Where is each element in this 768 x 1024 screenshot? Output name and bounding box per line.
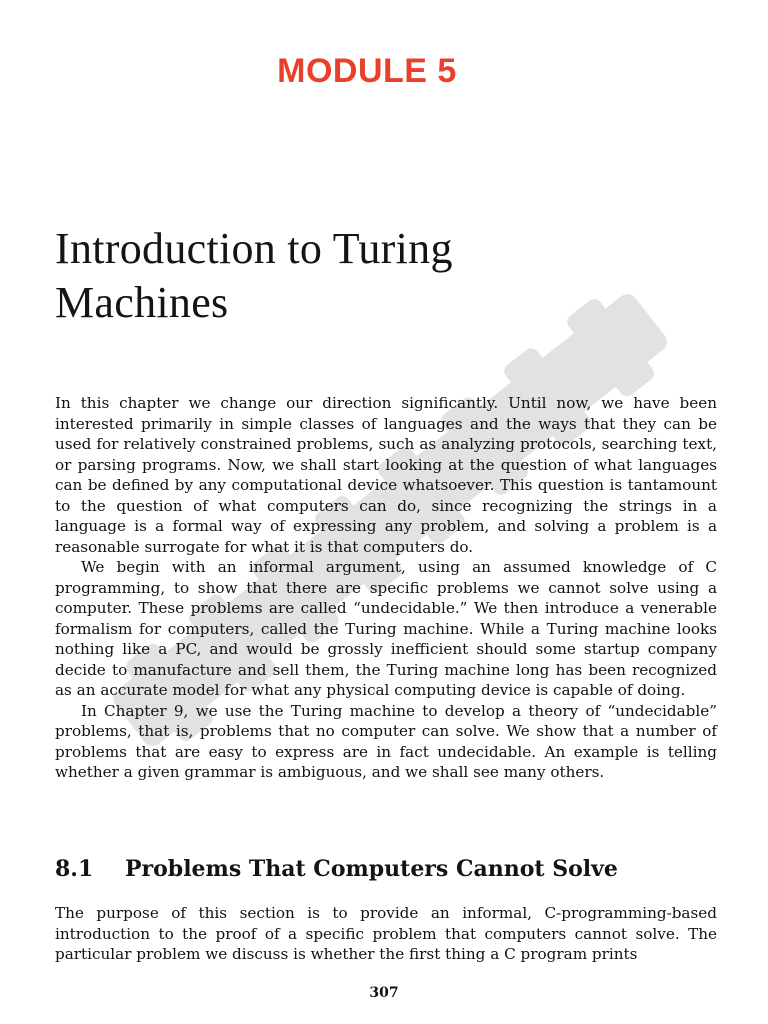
- section-number: 8.1: [55, 856, 94, 882]
- module-title: MODULE 5: [277, 52, 457, 90]
- chapter-intro: [55, 393, 717, 783]
- intro-paragraph: In this chapter we change our direction significantly. Until now, we have been interested primarily in simple classes of languages and the ways that they can be used for relatively constrained problems, such as analyzing protocols, searching text, or parsing programs. Now, we shall start looking at the question of what languages can be defined by any computational device whatsoever. This question is tantamount to the question of what computers can do, since recognizing the strings in a language is a formal way of expressing any problem, and solving a problem is a reasonable surrogate for what it is that computers do.: [55, 394, 717, 556]
- chapter-title-line-1: Introduction to Turing: [55, 224, 453, 273]
- intro-paragraph: We begin with an informal argument, using an assumed knowledge of C programming, to show that there are specific problems we cannot solve using a computer. These problems are called “undecidable.” We then introduce a venerable formalism for computers, called the Turing machine. While a Turing machine looks nothing like a PC, and would be grossly inefficient should some startup company decide to manufacture and sell them, the Turing machine long has been recognized as an accurate model for what any physical computing device is capable of doing.: [55, 558, 717, 699]
- section-paragraph: The purpose of this section is to provide an informal, C-programming-based introduction to the proof of a specific problem that computers cannot solve. The particular problem we discuss is whether the first thing a C program prints: [55, 904, 717, 963]
- section-title: Problems That Computers Cannot Solve: [125, 856, 618, 882]
- chapter-title-line-2: Machines: [55, 278, 229, 327]
- section-body: [55, 903, 717, 965]
- section-heading: [55, 856, 717, 882]
- intro-paragraph: In Chapter 9, we use the Turing machine to develop a theory of “undecidable” problems, that is, problems that no computer can solve. We show that a number of problems that are easy to express are in fact undecidable. An example is telling whether a given grammar is ambiguous, and we shall see many others.: [55, 701, 717, 781]
- page-number: 307: [369, 985, 399, 1001]
- chapter-title: [55, 222, 695, 330]
